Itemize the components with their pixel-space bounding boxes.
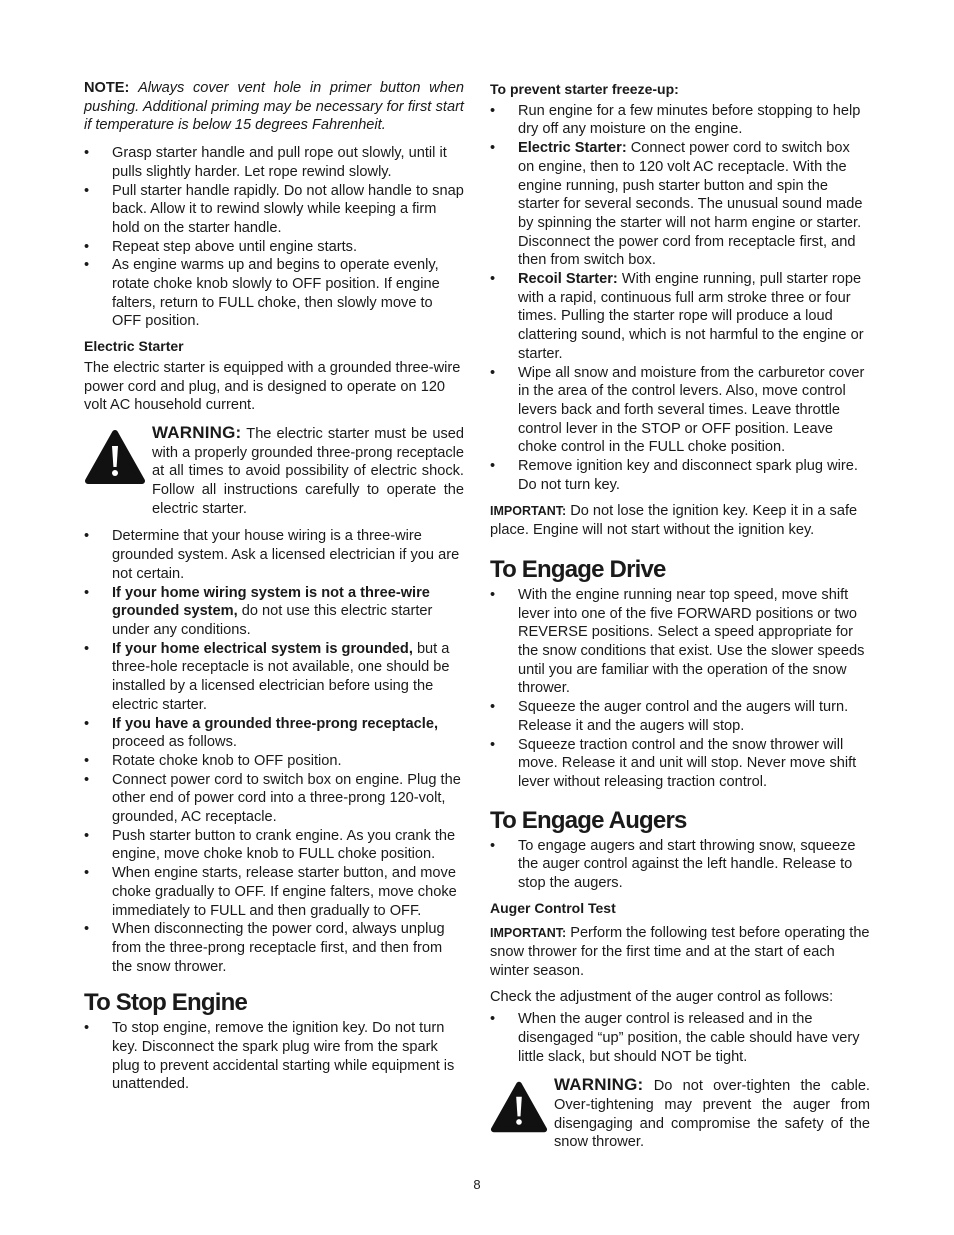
list-item: • Repeat step above until engine starts.	[84, 238, 464, 257]
list-item: • To engage augers and start throwing snow, squeeze the auger control against the left handle. Release to stop the augers.	[490, 837, 870, 893]
list-item	[490, 139, 870, 270]
note-paragraph	[84, 79, 464, 135]
important-label: IMPORTANT:	[490, 926, 567, 941]
list-item: • Grasp starter handle and pull rope out slowly, until it pulls slightly harder. Let rope rewind slowly.	[84, 144, 464, 181]
list-item	[84, 715, 464, 752]
important-text: Perform the following test before operating the snow thrower for the first time and at the start of each winter season.	[490, 925, 870, 979]
list-item: • Squeeze the auger control and the augers will turn. Release it and the augers will stop.	[490, 698, 870, 735]
list-item: • When engine starts, release starter button, and move choke gradually to OFF. If engine falters, move choke immediately to FULL and then gradually to OFF.	[84, 864, 464, 920]
list-item: • Determine that your house wiring is a three-wire grounded system. Ask a licensed electrician if you are not certain.	[84, 527, 464, 583]
electric-starter-heading: Electric Starter	[84, 338, 184, 355]
warning-text: Do not over-tighten the cable. Over-tightening may prevent the auger from disengaging and compromise the safety of the snow thrower.	[554, 1078, 870, 1151]
warning-text-block	[152, 424, 464, 519]
warning-triangle-icon	[84, 429, 146, 485]
check-adjustment-text: Check the adjustment of the auger control as follows:	[490, 988, 834, 1005]
stop-engine-list	[84, 1019, 464, 1094]
left-column	[84, 79, 464, 1094]
engage-augers-list	[490, 837, 870, 893]
warning-triangle-icon	[490, 1079, 548, 1135]
page-number: 8	[473, 1177, 481, 1192]
list-item	[490, 270, 870, 364]
list-item: • Push starter button to crank engine. As you crank the engine, move choke knob to FULL choke position.	[84, 827, 464, 864]
important-ignition-key	[490, 502, 870, 539]
item-text: proceed as follows.	[112, 734, 237, 751]
important-label: IMPORTANT:	[490, 504, 567, 519]
list-item: • Squeeze traction control and the snow thrower will move. Release it and unit will stop. Never move shift lever without releasing traction control.	[490, 736, 870, 792]
list-item: • Run engine for a few minutes before stopping to help dry off any moisture on the engine.	[490, 102, 870, 139]
bold-lead: If your home electrical system is grounded,	[112, 640, 413, 657]
right-column	[490, 79, 870, 1152]
note-text: Always cover vent hole in primer button when pushing. Additional priming may be necessary for first start if temperature is below 15 degrees Fahrenheit.	[84, 80, 464, 134]
recoil-start-list	[84, 144, 464, 331]
list-item: • With the engine running near top speed, move shift lever into one of the five FORWARD positions or two REVERSE positions. Select a speed appropriate for the snow conditions that exist. Use the slower speeds until you are familiar with the operation of the snow thrower.	[490, 586, 870, 698]
electric-starter-intro: The electric starter is equipped with a grounded three-wire power cord and plug, and is designed to operate on 120 volt AC household current.	[84, 359, 461, 414]
important-text: Do not lose the ignition key. Keep it in a safe place. Engine will not start without the ignition key.	[490, 503, 858, 539]
item-text: do not use this electric starter under any conditions.	[112, 603, 433, 638]
auger-control-test-heading: Auger Control Test	[490, 899, 616, 916]
check-adjustment-list	[490, 1010, 870, 1066]
electric-warning	[84, 424, 464, 519]
item-text: but a three-hole receptacle is not available, one should be installed by a licensed electrician before using the electric starter.	[112, 640, 450, 713]
freeze-up-heading: To prevent starter freeze-up:	[490, 81, 679, 97]
stop-engine-heading: To Stop Engine	[84, 989, 247, 1017]
freeze-up-list	[490, 102, 870, 495]
cable-warning	[490, 1076, 870, 1152]
list-item: • When the auger control is released and in the disengaged “up” position, the cable should have very little slack, but should NOT be tight.	[490, 1010, 870, 1066]
list-item: • When disconnecting the power cord, always unplug from the three-prong receptacle first, and then from the snow thrower.	[84, 920, 464, 976]
list-item: • Wipe all snow and moisture from the carburetor cover in the area of the control levers. Also, move control levers back and forth several times. Leave throttle control lever in the STOP or OFF position. Leave choke control in the FULL choke position.	[490, 364, 870, 458]
list-item: • As engine warms up and begins to operate evenly, rotate choke knob slowly to OFF position. If engine falters, return to FULL choke, then slowly move to OFF position.	[84, 256, 464, 331]
list-item: • Pull starter handle rapidly. Do not allow handle to snap back. Allow it to rewind slowly while keeping a firm hold on the starter handle.	[84, 182, 464, 238]
list-item: • To stop engine, remove the ignition key. Do not turn key. Disconnect the spark plug wire from the spark plug to prevent accidental starting while equipment is unattended.	[84, 1019, 464, 1094]
bold-lead: Electric Starter:	[518, 140, 627, 157]
warning-label: WARNING:	[152, 422, 242, 442]
item-text: Connect power cord to switch box on engine, then to 120 volt AC receptacle. With the engine running, push starter button and spin the starter for several seconds. The unusual sound made by spinning the starter will not harm engine or starter. Disconnect the power cord from receptacle first, and then from switch box.	[518, 140, 863, 269]
bold-lead: Recoil Starter:	[518, 271, 618, 288]
warning-text: The electric starter must be used with a properly grounded three-prong receptacle at all times to avoid possibility of electric shock. Follow all instructions carefully to operate the electric starter.	[152, 425, 464, 517]
list-item	[84, 640, 464, 715]
note-label: NOTE:	[84, 80, 130, 96]
engage-drive-list	[490, 586, 870, 792]
list-item	[84, 584, 464, 640]
engage-augers-heading: To Engage Augers	[490, 806, 687, 834]
list-item: • Connect power cord to switch box on engine. Plug the other end of power cord into a three-prong 120-volt, grounded, AC receptacle.	[84, 771, 464, 827]
engage-drive-heading: To Engage Drive	[490, 555, 666, 583]
bold-lead: If your home wiring system is not a three-wire grounded system,	[112, 584, 430, 620]
warning-text-block	[554, 1076, 870, 1152]
important-auger-test	[490, 924, 870, 980]
warning-label: WARNING:	[554, 1075, 644, 1095]
list-item: • Remove ignition key and disconnect spark plug wire. Do not turn key.	[490, 457, 870, 494]
bold-lead: If you have a grounded three-prong receptacle,	[112, 715, 438, 732]
electric-start-list	[84, 527, 464, 976]
list-item: • Rotate choke knob to OFF position.	[84, 752, 464, 771]
item-text: With engine running, pull starter rope with a rapid, continuous full arm stroke three or four times. Pulling the starter rope will produce a loud clattering sound, which is not harmful to the engine or starter.	[518, 271, 864, 362]
